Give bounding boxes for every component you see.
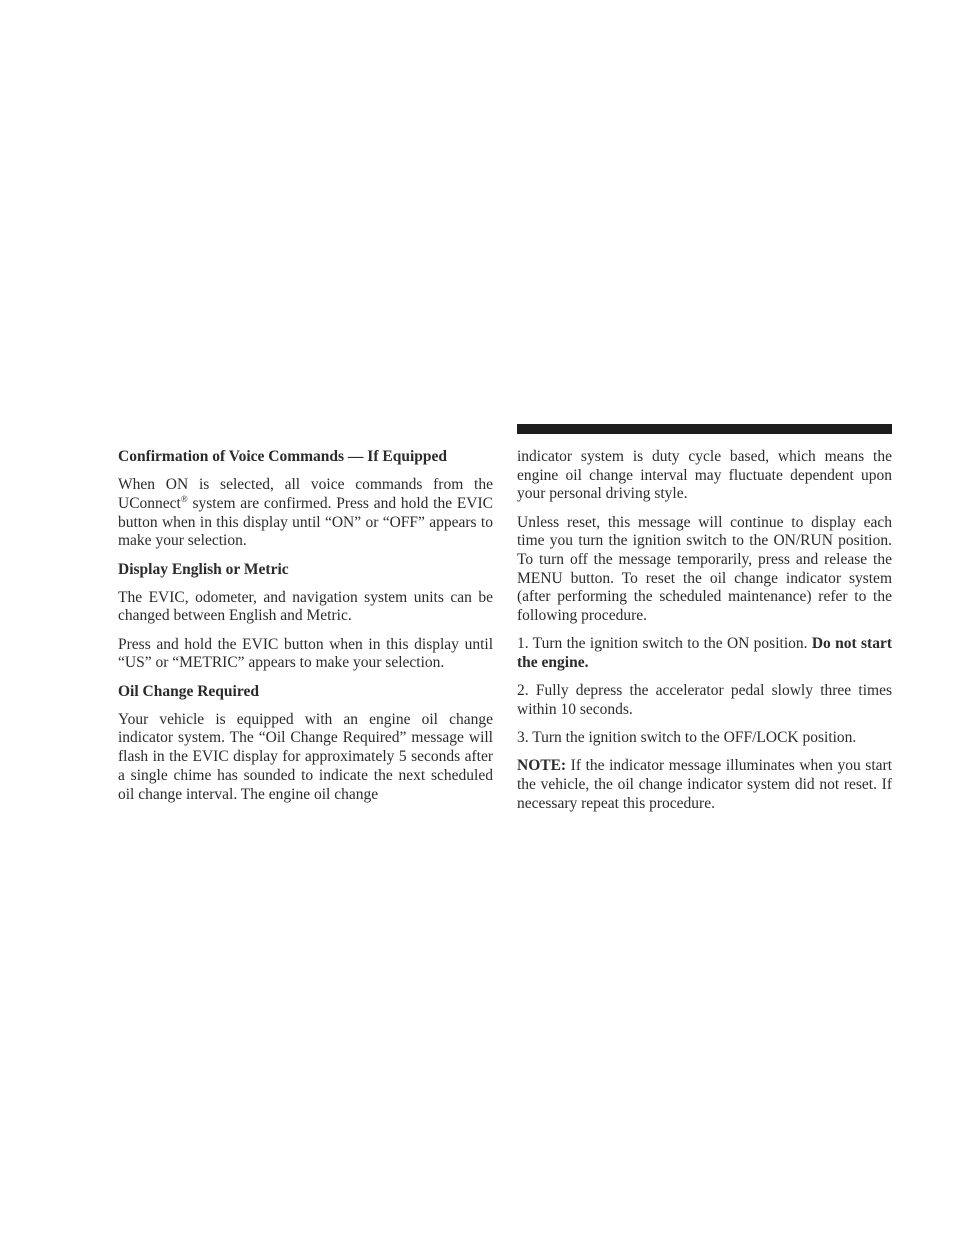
note-text: If the indicator message illuminates when you start the vehicle, the oil change indicator system did not reset. If necessary repeat this procedure. (517, 757, 892, 812)
step-1-text: 1. Turn the ignition switch to the ON position. (517, 635, 812, 653)
paragraph-display-units-1: The EVIC, odometer, and navigation system units can be changed between English and Metric. (118, 588, 493, 625)
step-1-warning: Do not start the engine. (517, 635, 893, 672)
text-voice-part1: When ON is selected, all voice commands from the UConnect (118, 476, 493, 512)
heading-voice-confirmation: Confirmation of Voice Commands — If Equipped (118, 448, 447, 465)
paragraph-display-units-2: Press and hold the EVIC button when in this display until “US” or “METRIC” appears to make your selection. (118, 635, 493, 672)
step-2: 2. Fully depress the accelerator pedal slowly three times within 10 seconds. (517, 682, 892, 718)
heading-oil-change: Oil Change Required (118, 682, 259, 700)
step-1 (517, 635, 892, 672)
section-divider-bar (517, 424, 892, 434)
paragraph-voice-confirmation (118, 476, 493, 551)
text-voice-part2: system are confirmed. Press and hold the EVIC button when in this display until “ON” or “OFF” appears to make your selection. (118, 494, 493, 550)
right-column (517, 448, 892, 823)
left-column (118, 448, 493, 804)
heading-display-units: Display English or Metric (118, 560, 289, 578)
note-label: NOTE: (517, 757, 567, 775)
paragraph-oil-change: Your vehicle is equipped with an engine oil change indicator system. The “Oil Change Required” message will flash in the EVIC display for approximately 5 seconds after a single chime has sounded to indicate the next scheduled oil change interval. The engine oil change (118, 710, 493, 803)
registered-mark: ® (180, 493, 188, 504)
note-paragraph (517, 757, 892, 813)
paragraph-oil-change-continued: indicator system is duty cycle based, which means the engine oil change interval may fluctuate dependent upon your personal driving style. (517, 448, 892, 503)
paragraph-unless-reset: Unless reset, this message will continue to display each time you turn the ignition switch to the ON/RUN position. To turn off the message temporarily, press and release the MENU button. To reset the oil change indicator system (after performing the scheduled maintenance) refer to the following procedure. (517, 513, 892, 625)
step-3: 3. Turn the ignition switch to the OFF/LOCK position. (517, 729, 857, 747)
